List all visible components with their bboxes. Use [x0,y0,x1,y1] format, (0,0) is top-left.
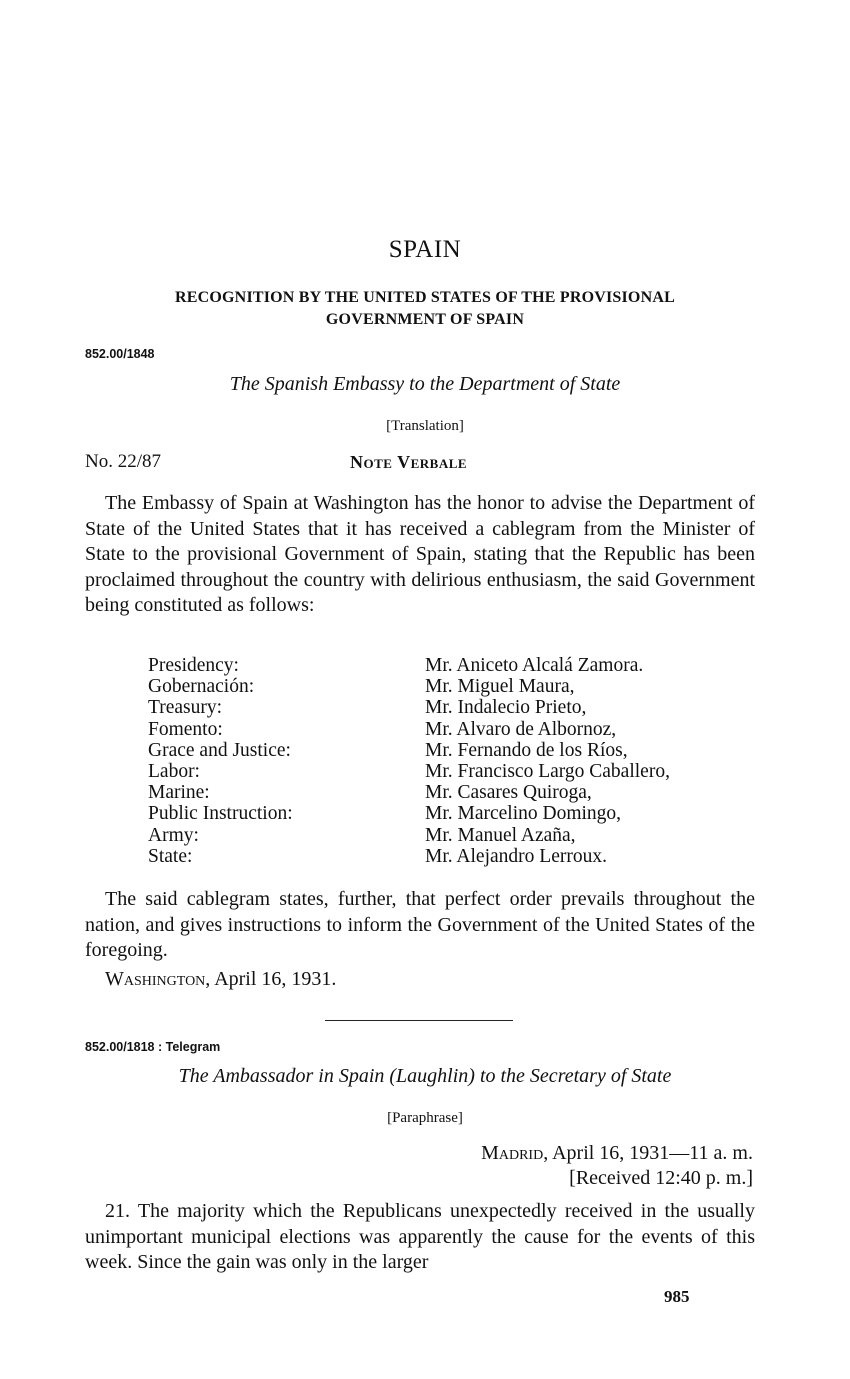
body-paragraph-text: 21. The majority which the Republicans unexpectedly received in the usually unimportant municipal elections was apparently the cause for the events of this week. Since the gain was only in the larger [85,1200,755,1273]
cabinet-office: Gobernación: [148,676,255,698]
cabinet-member: Mr. Casares Quiroga, [425,782,592,804]
subject-line-1: RECOGNITION BY THE UNITED STATES OF THE PROVISIONAL [175,289,675,306]
file-number: 852.00/1818 : Telegram [85,1040,221,1054]
cabinet-office: Grace and Justice: [148,739,291,761]
cabinet-row [148,740,768,761]
cabinet-row [148,761,768,782]
telegram-place: Madrid [481,1142,544,1164]
cabinet-row [148,697,768,718]
note-type: Note Verbale [350,452,468,472]
telegram-date: , April 16, 1931—11 a. m. [543,1142,753,1164]
cabinet-office: Fomento: [148,718,223,740]
paraphrase-note: [Paraphrase] [387,1110,463,1126]
cabinet-office: Labor: [148,761,200,783]
file-number: 852.00/1848 [85,347,155,361]
cabinet-row [148,719,768,740]
translation-note: [Translation] [386,418,464,434]
cabinet-row [148,825,768,846]
cabinet-list [148,655,768,867]
dateline-place: Washington [105,968,206,990]
cabinet-office: Treasury: [148,697,223,719]
cabinet-row [148,655,768,676]
document-title: The Ambassador in Spain (Laughlin) to the Secretary of State [178,1065,672,1087]
section-subject [0,287,850,331]
cabinet-office: Public Instruction: [148,803,293,825]
cabinet-member: Mr. Manuel Azaña, [425,824,576,846]
cabinet-member: Mr. Alejandro Lerroux. [425,845,607,867]
cabinet-office: Presidency: [148,655,239,676]
cabinet-member: Mr. Miguel Maura, [425,676,575,698]
cabinet-row [148,782,768,803]
note-number: No. 22/87 [85,451,161,472]
country-heading: SPAIN [388,236,462,263]
body-paragraph-text: The Embassy of Spain at Washington has the honor to advise the Department of State of the United States that it has received a cablegram from the Minister of State to the provisional Government of Spain, stating that the Republic has been proclaimed throughout the country with delirious enthusiasm, the said Government being constituted as follows: [85,492,755,616]
dateline-date: , April 16, 1931. [205,968,337,990]
cabinet-member: Mr. Marcelino Domingo, [425,803,622,825]
cabinet-row [148,846,768,867]
telegram-dateline [481,1142,753,1165]
subject-line-2: GOVERNMENT OF SPAIN [325,311,525,328]
cabinet-row [148,803,768,824]
received-time: [Received 12:40 p. m.] [569,1167,753,1189]
body-paragraph [85,491,755,619]
document-title: The Spanish Embassy to the Department of State [229,373,621,395]
body-paragraph [85,1199,755,1276]
cabinet-row [148,676,768,697]
cabinet-office: Marine: [148,782,210,804]
body-paragraph [85,887,755,964]
body-paragraph-text: The said cablegram states, further, that perfect order prevails throughout the nation, and gives instructions to inform the Government of the United States of the foregoing. [85,888,755,961]
cabinet-member: Mr. Francisco Largo Caballero, [425,761,670,783]
section-divider [325,1020,513,1021]
cabinet-member: Mr. Aniceto Alcalá Zamora. [425,655,644,676]
cabinet-office: State: [148,845,193,867]
page-number: 985 [664,1287,690,1306]
cabinet-member: Mr. Fernando de los Ríos, [425,739,628,761]
cabinet-office: Army: [148,824,199,846]
dateline [105,968,336,991]
cabinet-member: Mr. Indalecio Prieto, [425,697,587,719]
cabinet-member: Mr. Alvaro de Albornoz, [425,718,617,740]
